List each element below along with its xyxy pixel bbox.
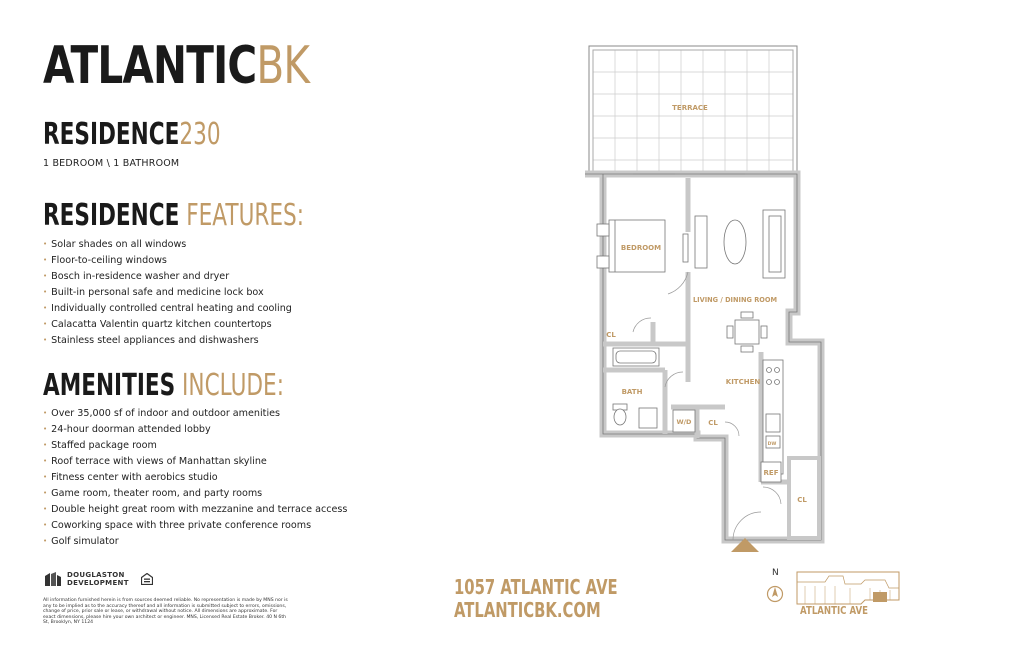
building-address: 1057 ATLANTIC AVE — [454, 575, 618, 599]
legal-disclaimer: All information furnished herein is from sources deemed reliable. No representation is made by MNS nor is any to be implied as to the accuracy thereof and all information is submitted subject to errors, omissions, change of price, prior sale or lease, or withdrawal without notice. All dimensions are approximate. For exact dimensions, please hire your own architect or engineer. MNS, Licensed Real Estate Broker. 40 N 6th St, Brooklyn, NY 1124 — [43, 598, 288, 626]
list-item: • Floor-to-ceiling windows — [43, 253, 292, 269]
amenities-heading-gold: INCLUDE: — [182, 368, 284, 403]
list-item: • Staffed package room — [43, 438, 347, 454]
developer-logo — [45, 571, 153, 587]
bathtub-icon — [613, 348, 659, 366]
amenities-heading-dark: AMENITIES — [43, 368, 176, 403]
key-plan-map — [795, 570, 903, 606]
brand-part1: ATLANTIC — [43, 36, 257, 96]
residence-title — [43, 119, 221, 151]
list-item: • Solar shades on all windows — [43, 237, 292, 253]
street-label: ATLANTIC AVE — [800, 604, 869, 617]
bedroom-label: BEDROOM — [620, 244, 662, 252]
residence-subtitle: 1 BEDROOM \ 1 BATHROOM — [43, 158, 180, 169]
list-item: • Bosch in-residence washer and dryer — [43, 269, 292, 285]
brand-part2: BK — [256, 36, 310, 96]
north-label: N — [772, 568, 779, 578]
developer-line1: DOUGLASTON — [67, 571, 125, 579]
bedroom-closet-label: CL — [606, 331, 616, 339]
list-item: • Individually controlled central heating and cooling — [43, 301, 292, 317]
washer-dryer-label: W/D — [676, 418, 692, 426]
refrigerator-label: REF — [763, 469, 779, 477]
list-item: • 24-hour doorman attended lobby — [43, 422, 347, 438]
living-label: LIVING / DINING ROOM — [692, 296, 778, 304]
features-heading-gold: FEATURES: — [186, 198, 305, 233]
list-item: • Game room, theater room, and party rooms — [43, 486, 347, 502]
floor-plan — [575, 42, 835, 557]
list-item: • Calacatta Valentin quartz kitchen countertops — [43, 317, 292, 333]
dresser-icon — [683, 234, 688, 262]
list-item: • Double height great room with mezzanine and terrace access — [43, 502, 347, 518]
residence-number: 230 — [179, 117, 221, 152]
bath-label: BATH — [621, 388, 643, 396]
list-item: • Over 35,000 sf of indoor and outdoor amenities — [43, 406, 347, 422]
toilet-icon — [613, 404, 627, 425]
list-item: • Built-in personal safe and medicine lock box — [43, 285, 292, 301]
dishwasher-label: DW — [767, 442, 777, 447]
kitchen-counter — [763, 360, 783, 474]
equal-housing-icon — [141, 573, 153, 585]
features-list — [43, 237, 292, 349]
features-heading-dark: RESIDENCE — [43, 198, 180, 233]
sofa-cushion — [769, 216, 781, 272]
hall-closet-label: CL — [708, 419, 718, 427]
developer-name — [67, 571, 129, 587]
list-item: • Roof terrace with views of Manhattan skyline — [43, 454, 347, 470]
kitchen-label: KITCHEN — [725, 378, 761, 386]
list-item: • Coworking space with three private conference rooms — [43, 518, 347, 534]
features-heading — [43, 200, 304, 232]
douglaston-logo-icon — [45, 572, 61, 586]
sink-icon — [639, 408, 657, 428]
entry-closet-label: CL — [797, 496, 807, 504]
dining-table-icon — [727, 312, 767, 352]
amenities-list — [43, 406, 347, 550]
compass-icon — [766, 583, 784, 605]
residence-word: RESIDENCE — [43, 117, 180, 152]
unit-highlight — [873, 592, 887, 602]
list-item: • Fitness center with aerobics studio — [43, 470, 347, 486]
website-link[interactable]: ATLANTICBK.COM — [454, 598, 601, 622]
list-item: • Stainless steel appliances and dishwashers — [43, 333, 292, 349]
list-item: • Golf simulator — [43, 534, 347, 550]
developer-line2: DEVELOPMENT — [67, 579, 129, 587]
terrace-label: TERRACE — [672, 104, 708, 112]
tv-console-icon — [695, 216, 707, 268]
coffee-table-icon — [724, 220, 746, 264]
brand-logo — [43, 36, 310, 96]
amenities-heading — [43, 370, 284, 402]
